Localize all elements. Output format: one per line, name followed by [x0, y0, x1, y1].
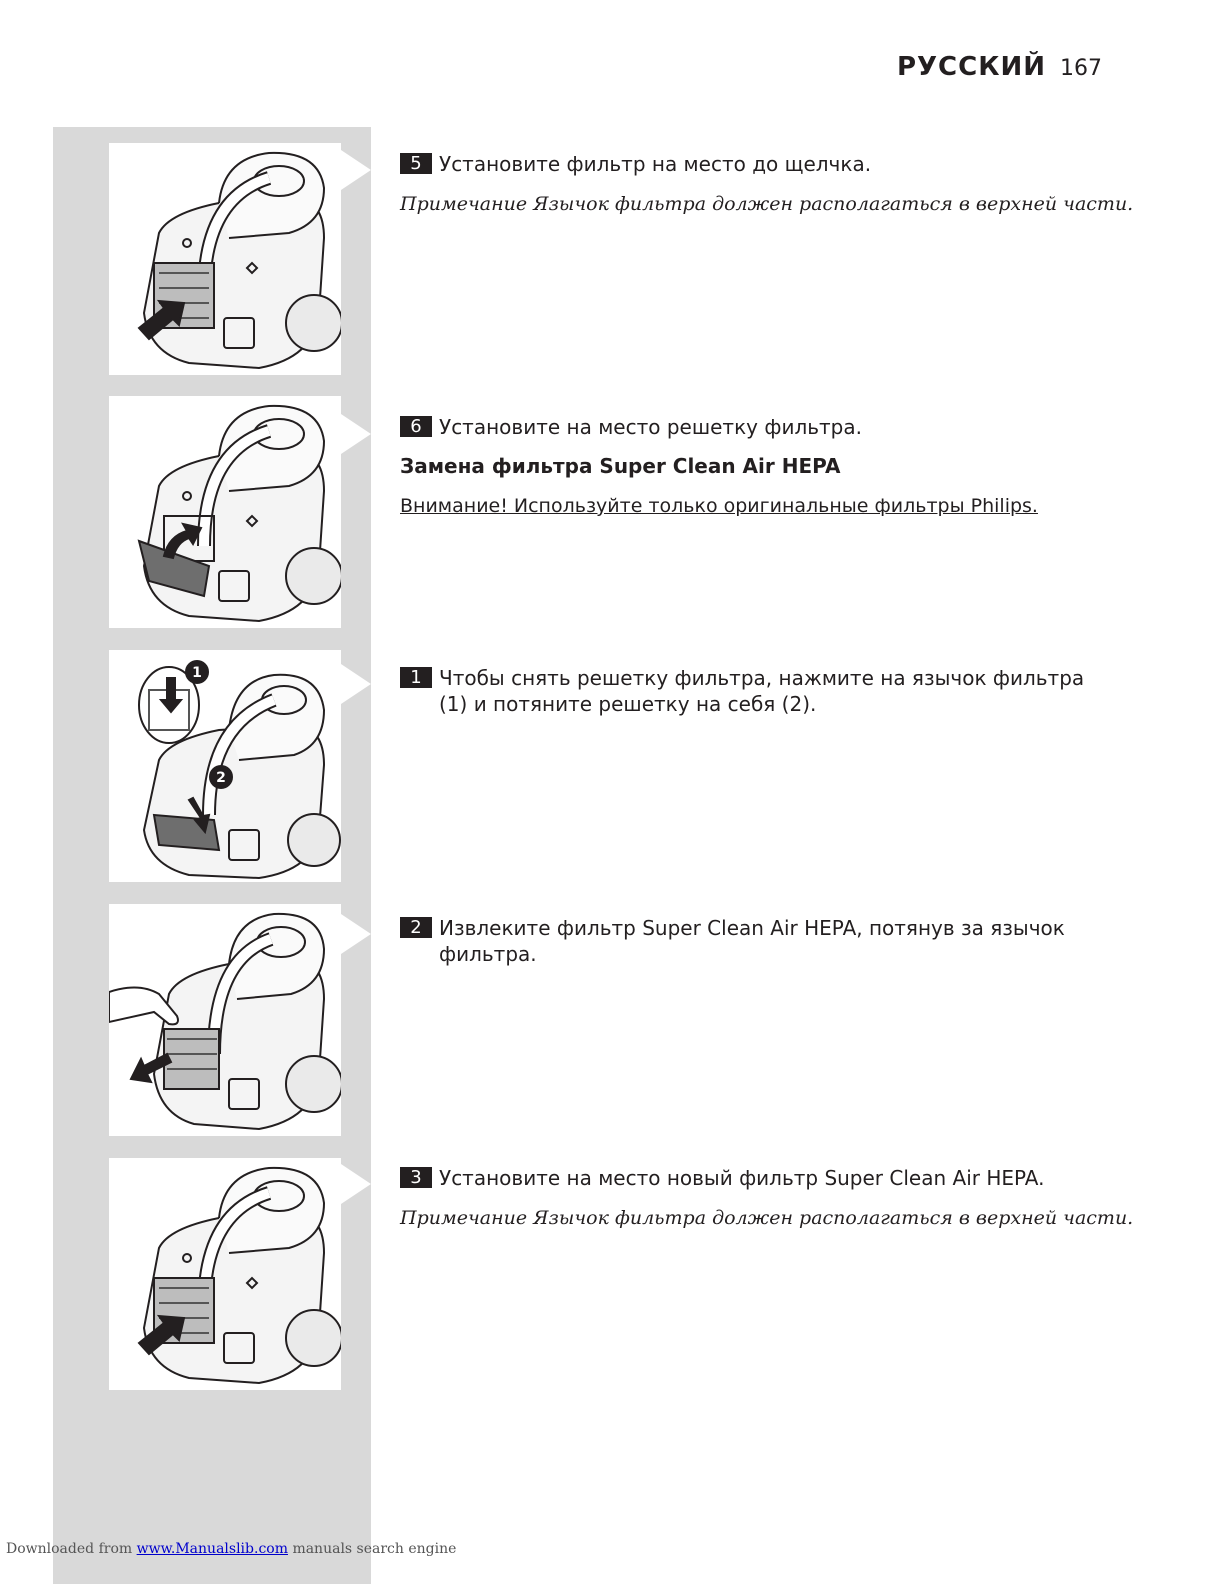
illustration-remove-grille [109, 650, 341, 882]
step-2 [400, 915, 1110, 967]
step-text: Чтобы снять решетку фильтра, нажмите на язычок фильтра (1) и потяните решетку на себя (2). [439, 666, 1085, 716]
warning-text: Внимание! Используйте только оригинальные фильтры Philips. [400, 495, 1038, 517]
step-badge: 5 [400, 153, 432, 174]
step-text: Установите на место решетку фильтра. [439, 415, 862, 439]
step-text: Установите фильтр на место до щелчка. [439, 152, 872, 176]
step-badge: 2 [400, 917, 432, 938]
footer [6, 1541, 456, 1557]
step-3 [400, 1165, 1110, 1191]
step-badge: 6 [400, 416, 432, 437]
callout-number-1: 1 [192, 665, 202, 681]
step-5-note: Примечание Язычок фильтра должен располагаться в верхней части. [400, 193, 1134, 215]
page-header [897, 52, 1102, 82]
footer-prefix: Downloaded from [6, 1541, 133, 1557]
callout-arrow [341, 914, 371, 954]
illustration-extract-filter [109, 904, 341, 1136]
step-1 [400, 665, 1110, 717]
callout-arrow [341, 150, 371, 190]
footer-suffix: manuals search engine [292, 1541, 457, 1557]
step-6 [400, 414, 1110, 440]
step-badge: 1 [400, 667, 432, 688]
callout-arrow [341, 664, 371, 704]
callout-arrow [341, 414, 371, 454]
language-label: РУССКИЙ [896, 52, 1046, 82]
illustration-replace-grille [109, 396, 341, 628]
step-5 [400, 151, 1110, 177]
callout-number-2: 2 [216, 770, 226, 786]
illustration-insert-filter [109, 143, 341, 375]
manualslib-link[interactable]: www.Manualslib.com [136, 1541, 288, 1557]
step-badge: 3 [400, 1167, 432, 1188]
illustration-insert-new-filter [109, 1158, 341, 1390]
step-3-note: Примечание Язычок фильтра должен располагаться в верхней части. [400, 1207, 1134, 1229]
step-text: Извлеките фильтр Super Clean Air HEPA, потянув за язычок фильтра. [439, 916, 1065, 966]
step-text: Установите на место новый фильтр Super Clean Air HEPA. [439, 1166, 1045, 1190]
section-heading: Замена фильтра Super Clean Air HEPA [400, 454, 841, 478]
callout-arrow [341, 1164, 371, 1204]
page-number: 167 [1060, 56, 1102, 81]
